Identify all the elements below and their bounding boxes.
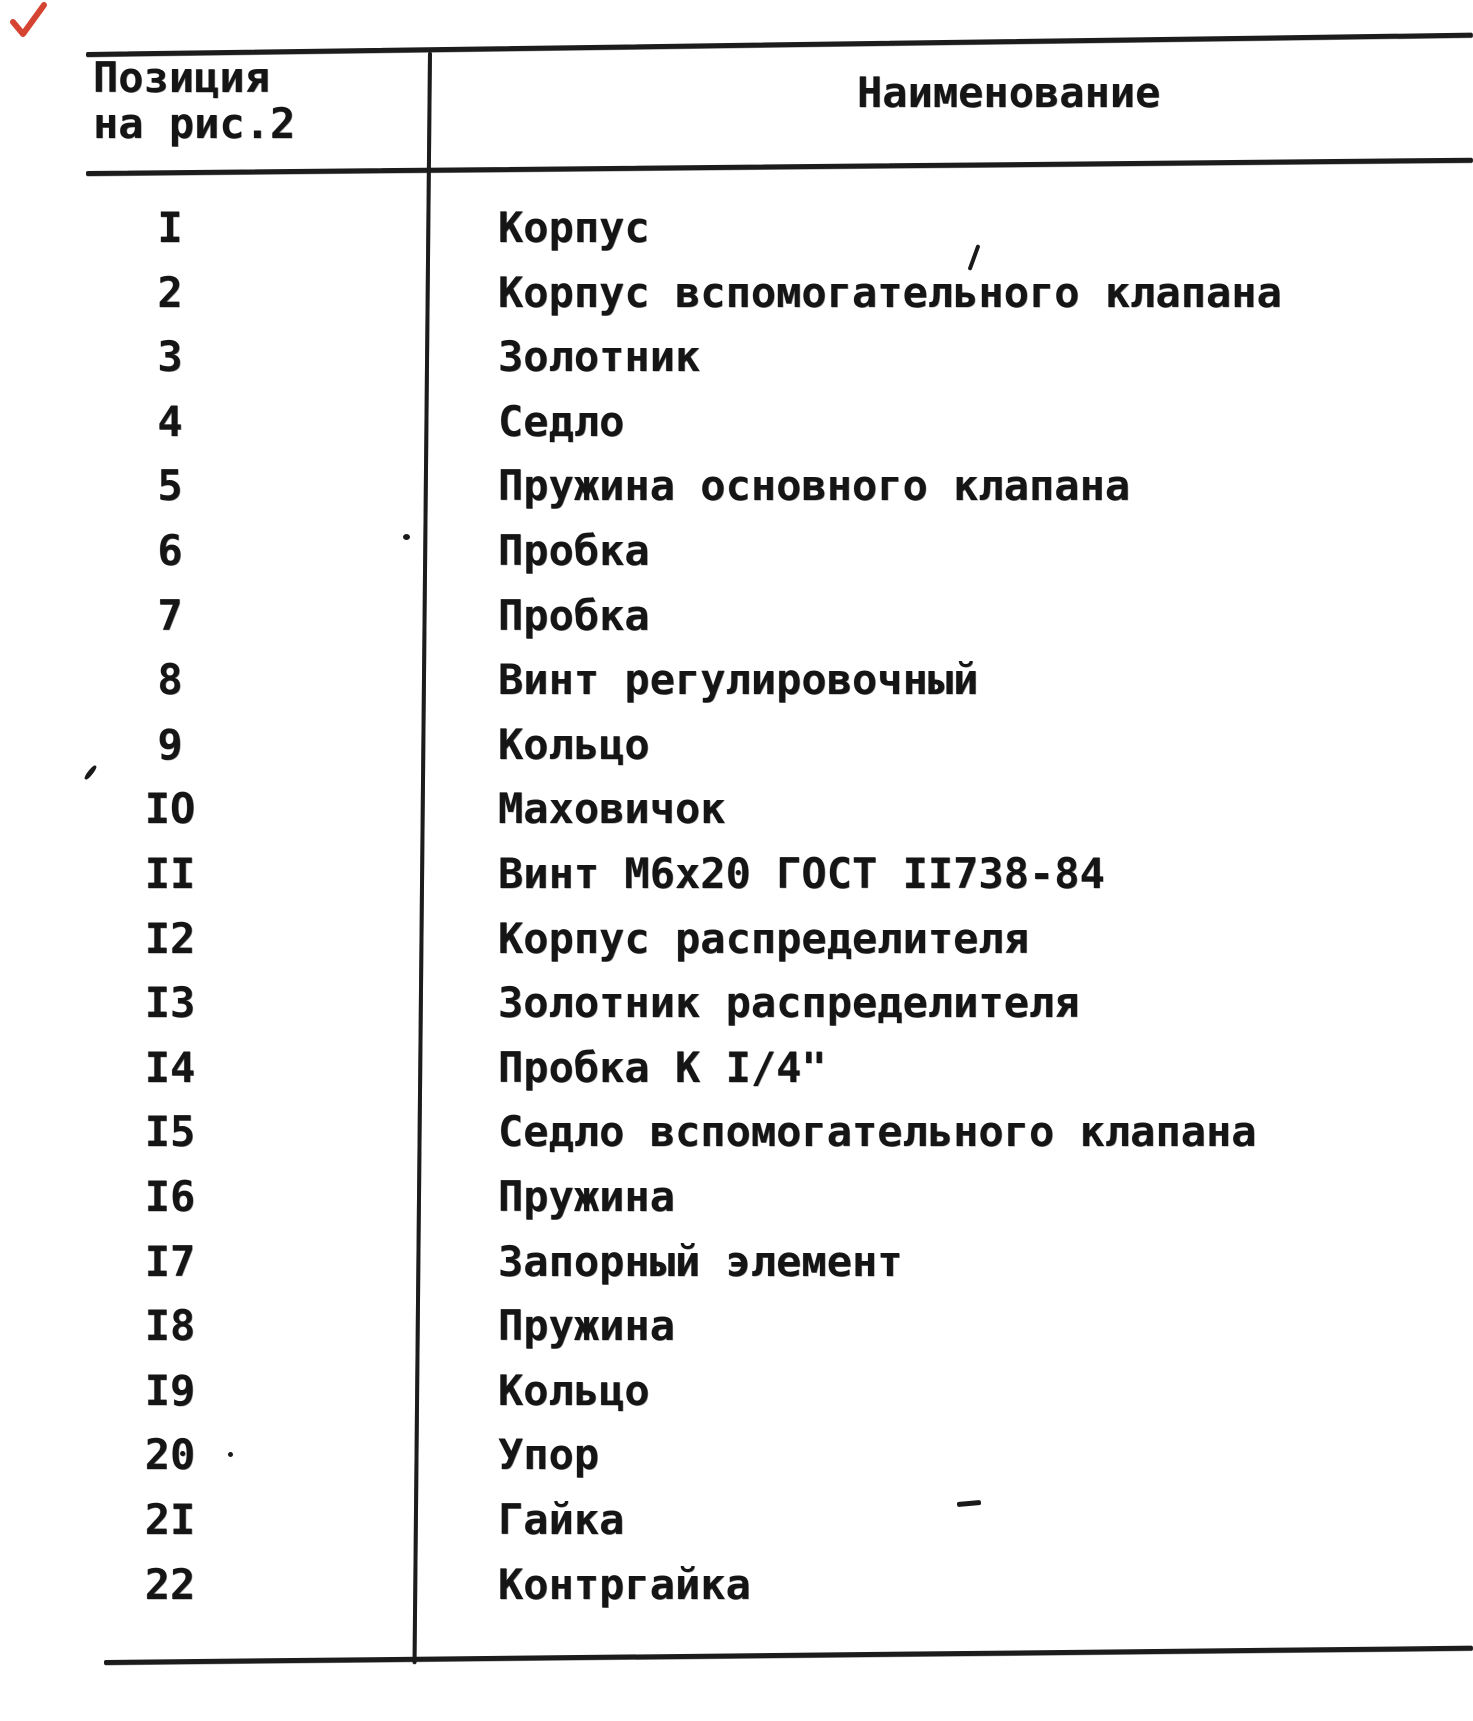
- name-cell: Золотник: [498, 332, 701, 382]
- name-cell: Пружина: [498, 1172, 676, 1221]
- position-cell: 4: [157, 396, 183, 446]
- name-cell: Винт М6х20 ГОСТ II738-84: [498, 849, 1105, 898]
- table-row: [0, 1365, 1473, 1418]
- table-row: [0, 980, 1473, 1030]
- column-header-name: Наименование: [857, 68, 1161, 117]
- position-cell: 20: [144, 1430, 196, 1480]
- table-row: [0, 1236, 1473, 1289]
- table-row: [0, 1109, 1473, 1159]
- table-row: [0, 590, 1473, 643]
- name-cell: Корпус вспомогательного клапана: [498, 267, 1282, 317]
- name-cell: Пробка: [498, 526, 650, 575]
- name-cell: Контргайка: [498, 1559, 751, 1609]
- table-row: [0, 334, 1473, 384]
- column-header-position-line2: на рис.2: [93, 99, 296, 148]
- position-cell: II: [144, 849, 196, 898]
- name-cell: Кольцо: [498, 1365, 650, 1415]
- table-row: [0, 205, 1473, 255]
- table-row: [0, 396, 1473, 449]
- position-cell: I: [157, 203, 183, 252]
- table-row: [0, 851, 1473, 901]
- table-row: [0, 786, 1473, 836]
- position-cell: I7: [144, 1236, 196, 1286]
- position-cell: 6: [157, 526, 183, 575]
- position-cell: 2I: [144, 1495, 196, 1544]
- position-cell: 3: [157, 332, 183, 382]
- position-cell: IO: [144, 784, 196, 834]
- name-cell: Маховичок: [498, 784, 726, 834]
- name-cell: Гайка: [498, 1495, 625, 1544]
- table-row: [0, 1174, 1473, 1224]
- table-row: [0, 267, 1473, 320]
- position-cell: 5: [157, 461, 183, 511]
- position-cell: 9: [157, 719, 183, 769]
- table-row: [0, 528, 1473, 578]
- column-header-position: [93, 55, 295, 147]
- name-cell: Кольцо: [498, 719, 650, 769]
- name-cell: Корпус: [498, 203, 650, 252]
- table-row: [0, 1432, 1473, 1482]
- table-row: [0, 1042, 1473, 1095]
- position-cell: 7: [157, 590, 183, 640]
- name-cell: Пружина: [498, 1301, 676, 1351]
- table-row: [0, 1497, 1473, 1547]
- table-top-border: [86, 33, 1473, 57]
- position-cell: I3: [144, 978, 196, 1028]
- position-cell: I9: [144, 1365, 196, 1415]
- table-row: [0, 719, 1473, 772]
- red-pen-mark: [6, 0, 54, 42]
- position-cell: I6: [144, 1172, 196, 1221]
- name-cell: Пружина основного клапана: [498, 461, 1131, 511]
- name-cell: Пробка: [498, 590, 650, 640]
- column-header-position-line1: Позиция: [93, 53, 271, 102]
- table-bottom-border: [104, 1646, 1473, 1665]
- table-row: [0, 913, 1473, 966]
- name-cell: Золотник распределителя: [498, 978, 1080, 1028]
- scan-artifact: [403, 534, 410, 540]
- name-cell: Запорный элемент: [498, 1236, 903, 1286]
- position-cell: I4: [144, 1042, 196, 1092]
- position-cell: I5: [144, 1107, 196, 1157]
- name-cell: Винт регулировочный: [498, 655, 979, 705]
- table-row: [0, 1303, 1473, 1353]
- position-cell: I8: [144, 1301, 196, 1351]
- name-cell: Корпус распределителя: [498, 913, 1030, 963]
- position-cell: 2: [157, 267, 183, 317]
- position-cell: 22: [144, 1559, 196, 1609]
- name-cell: Седло вспомогательного клапана: [498, 1107, 1257, 1157]
- table-row: [0, 657, 1473, 707]
- position-cell: I2: [144, 913, 196, 963]
- position-cell: 8: [157, 655, 183, 705]
- name-cell: Пробка К I/4": [498, 1042, 827, 1092]
- table-row: [0, 1559, 1473, 1612]
- header-underline: [86, 158, 1473, 176]
- table-row: [0, 463, 1473, 513]
- scan-artifact: [228, 1452, 233, 1457]
- name-cell: Упор: [498, 1430, 600, 1480]
- name-cell: Седло: [498, 396, 625, 446]
